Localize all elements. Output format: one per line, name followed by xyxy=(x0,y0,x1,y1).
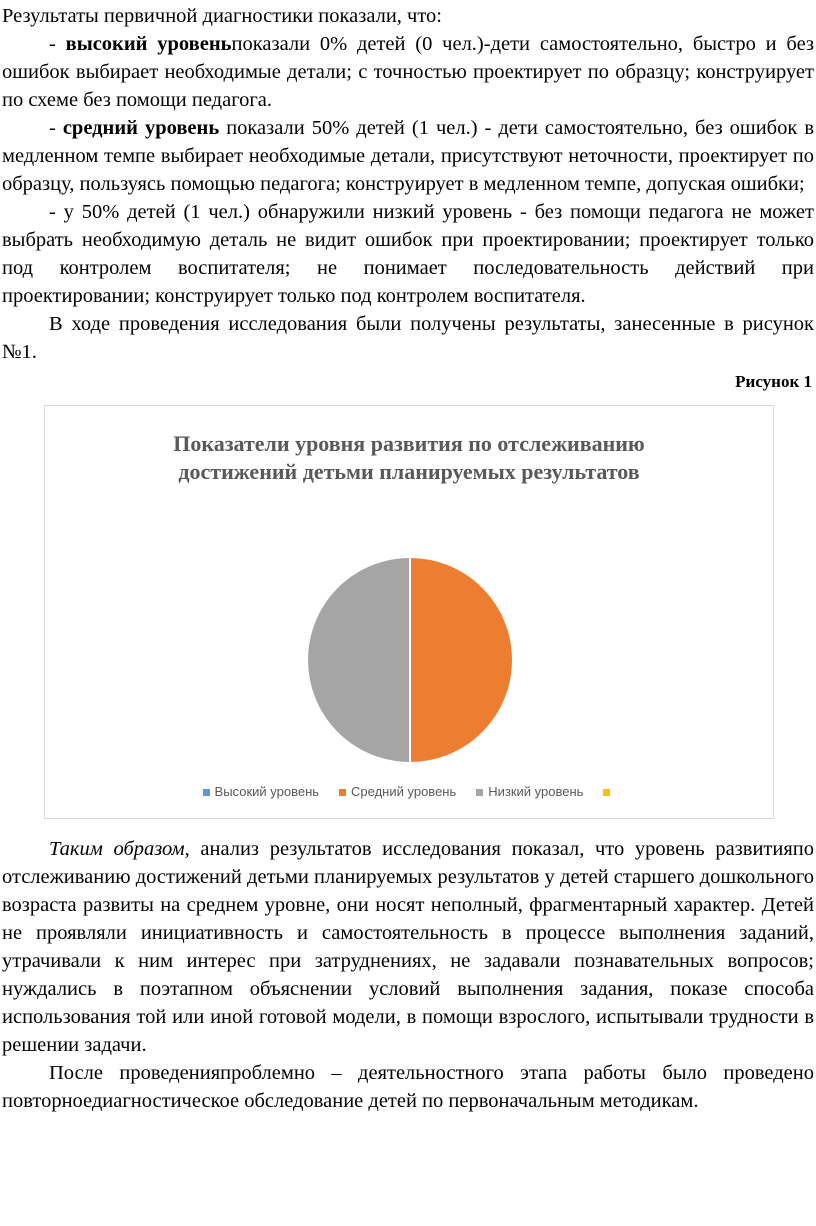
legend-item-2 xyxy=(339,784,456,800)
chart-title-line-2: достижений детьми планируемых результатов xyxy=(178,459,640,484)
legend-label-2: Средний уровень xyxy=(351,784,457,799)
conclusion-paragraph xyxy=(2,835,814,1059)
medium-level-paragraph xyxy=(2,114,814,198)
high-level-paragraph xyxy=(2,30,814,114)
pie-plot-area xyxy=(45,406,773,818)
pie-slice-2 xyxy=(410,557,513,763)
high-level-dash: - xyxy=(49,33,66,55)
figure-caption: Рисунок 1 xyxy=(735,372,812,391)
legend-swatch-2 xyxy=(339,789,346,796)
legend-label-3: Низкий уровень xyxy=(488,784,584,799)
legend-item-3 xyxy=(476,784,583,800)
high-level-label: высокий уровень xyxy=(65,33,232,55)
pie-slice-3 xyxy=(307,557,410,763)
medium-level-label: средний уровень xyxy=(62,117,220,139)
legend-label-1: Высокий уровень xyxy=(214,784,320,799)
legend-swatch-1 xyxy=(203,789,210,796)
intro-paragraph: Результаты первичной диагностики показали, что: xyxy=(2,5,442,27)
final-paragraph: После проведенияпроблемно – деятельностного этапа работы было проведено повторноедиагностическое обследование детей по первоначальным методикам. xyxy=(2,1062,814,1112)
medium-level-dash: - xyxy=(49,117,63,139)
conclusion-text: анализ результатов исследования показал, что уровень развитияпо отслеживанию достижений детьми планируемых результатов у детей старшего дошкольного возраста развиты на среднем уровне, они носят неполный, фрагментарный характер. Детей не проявляли инициативность и самостоятельность в процессе выполнения заданий, утрачивали к ним интерес при затруднениях, не задавали познавательных вопросов; нуждались в поэтапном объяснении условий выполнения задания, показе способа использования той или иной готовой модели, в помощи взрослого, испытывали трудности в решении задачи. xyxy=(2,838,814,1056)
conclusion-italic: Таким образом, xyxy=(49,838,190,860)
research-paragraph: В ходе проведения исследования были получены результаты, занесенные в рисунок №1. xyxy=(2,313,814,363)
legend-swatch-3 xyxy=(476,789,483,796)
pie-chart xyxy=(44,405,774,819)
low-level-paragraph: - у 50% детей (1 чел.) обнаружили низкий уровень - без помощи педагога не может выбрать необходимую деталь не видит ошибок при проектировании; проектирует только под контролем воспитателя; не понимает последовательность действий при проектировании; конструирует только под контролем воспитателя. xyxy=(2,201,814,307)
medium-level-text: показали 50% детей (1 чел.) - дети самостоятельно, без ошибок в медленном темпе выбирает необходимые детали, присутствуют неточности, проектирует по образцу, пользуясь помощью педагога; конструирует в медленном темпе, допуская ошибки; xyxy=(2,117,814,195)
chart-title-line-1: Показатели уровня развития по отслеживанию xyxy=(173,431,645,456)
high-level-text: показали 0% детей (0 чел.)-дети самостоятельно, быстро и без ошибок выбирает необходимые детали; с точностью проектирует по образцу; конструирует по схеме без помощи педагога. xyxy=(2,33,815,111)
chart-legend xyxy=(45,784,773,800)
legend-item-1 xyxy=(203,784,319,800)
legend-item-4 xyxy=(603,784,615,800)
legend-swatch-4 xyxy=(603,789,610,796)
